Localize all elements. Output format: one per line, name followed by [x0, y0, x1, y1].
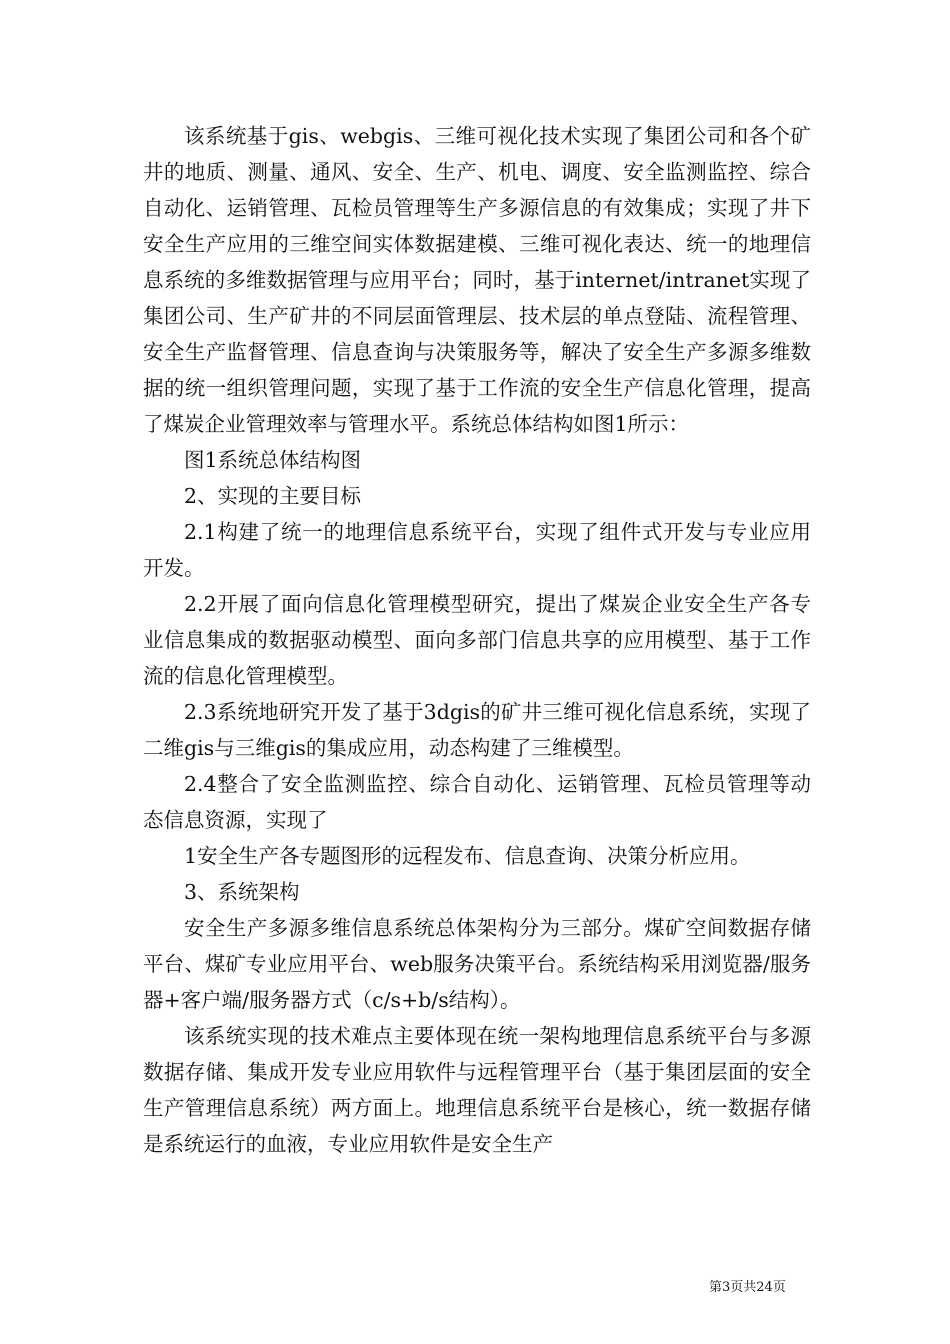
section-heading-architecture: 3、系统架构 — [184, 880, 300, 904]
paragraph-goal-2-4: 2.4整合了安全监测监控、综合自动化、运销管理、瓦检员管理等动态信息资源，实现了 — [143, 772, 811, 832]
paragraph-system-overview: 该系统基于gis、webgis、三维可视化技术实现了集团公司和各个矿井的地质、测量、通风、安全、生产、机电、调度、安全监测监控、综合自动化、运销管理、瓦检员管理等生产多源信息的有效集成；实现了井下安全生产应用的三维空间实体数据建模、三维可视化表达、统一的地理信息系统的多维数据管理与应用平台；同时，基于internet/intranet实现了集团公司、生产矿井的不同层面管理层、技术层的单点登陆、流程管理、安全生产监督管理、信息查询与决策服务等，解决了安全生产多源多维数据的统一组织管理问题，实现了基于工作流的安全生产信息化管理，提高了煤炭企业管理效率与管理水平。系统总体结构如图1所示： — [143, 124, 811, 436]
paragraph-technical-difficulties: 该系统实现的技术难点主要体现在统一架构地理信息系统平台与多源数据存储、集成开发专业应用软件与远程管理平台（基于集团层面的安全生产管理信息系统）两方面上。地理信息系统平台是核心，统一数据存储是系统运行的血液，专业应用软件是安全生产 — [143, 1024, 811, 1156]
section-heading-goals: 2、实现的主要目标 — [184, 484, 362, 508]
paragraph-goal-2-1: 2.1构建了统一的地理信息系统平台，实现了组件式开发与专业应用开发。 — [143, 520, 811, 580]
page-number: 第3页共24页 — [709, 1280, 786, 1295]
figure-caption: 图1系统总体结构图 — [184, 448, 362, 472]
paragraph-architecture: 安全生产多源多维信息系统总体架构分为三部分。煤矿空间数据存储平台、煤矿专业应用平台、web服务决策平台。系统结构采用浏览器/服务器+客户端/服务器方式（c/s+b/s结构）。 — [143, 916, 811, 1012]
document-body — [143, 118, 811, 1162]
paragraph-goal-2-3: 2.3系统地研究开发了基于3dgis的矿井三维可视化信息系统，实现了二维gis与三维gis的集成应用，动态构建了三维模型。 — [143, 700, 811, 760]
paragraph-goal-item-1: 1安全生产各专题图形的远程发布、信息查询、决策分析应用。 — [184, 844, 751, 868]
paragraph-goal-2-2: 2.2开展了面向信息化管理模型研究，提出了煤炭企业安全生产各专业信息集成的数据驱动模型、面向多部门信息共享的应用模型、基于工作流的信息化管理模型。 — [143, 592, 811, 688]
